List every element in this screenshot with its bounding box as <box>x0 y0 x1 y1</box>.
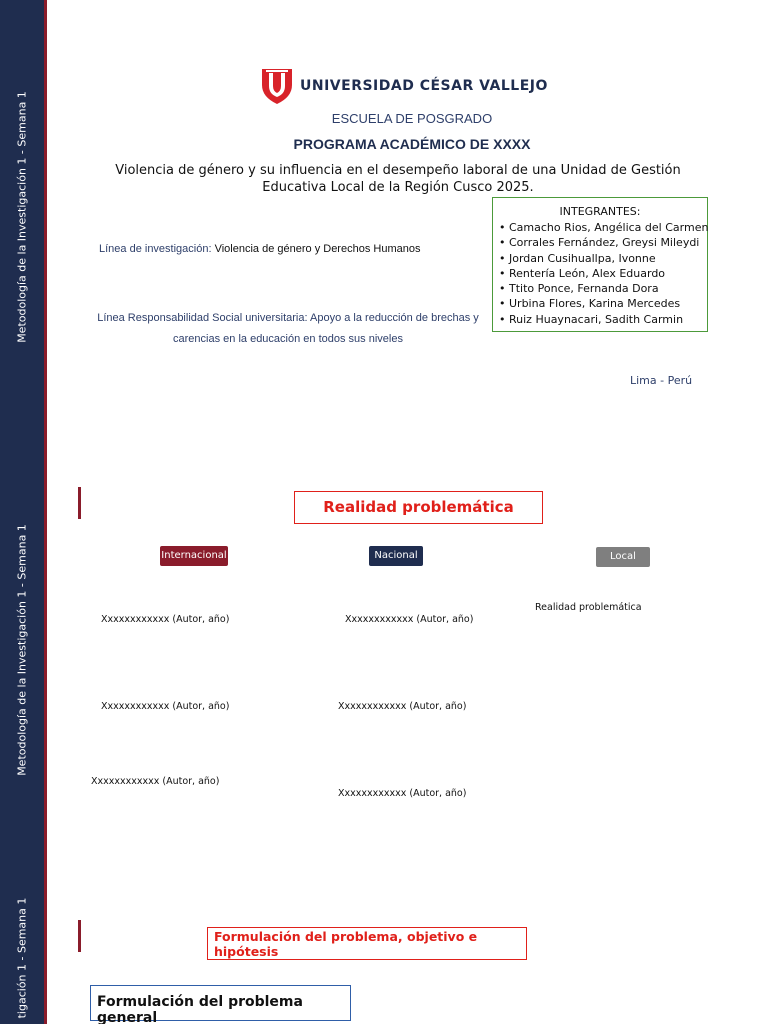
subsection-heading: Formulación del problema general <box>90 985 351 1021</box>
tab-nacional[interactable]: Nacional <box>369 546 423 566</box>
member-item: • Ttito Ponce, Fernanda Dora <box>509 281 701 296</box>
section-marker <box>78 920 81 952</box>
members-title: INTEGRANTES: <box>559 205 641 218</box>
sidebar-label: Metodología de la Investigación 1 - Semana 1 <box>15 90 29 343</box>
research-line <box>99 243 420 255</box>
member-item: • Corrales Fernández, Greysi Mileydi <box>509 235 701 250</box>
tab-internacional[interactable]: Internacional <box>160 546 228 566</box>
internacional-item: Xxxxxxxxxxxx (Autor, año) <box>101 701 230 712</box>
sidebar-accent <box>44 866 47 1024</box>
slide-cover <box>0 0 768 433</box>
member-item: • Urbina Flores, Karina Mercedes <box>509 296 701 311</box>
sidebar <box>0 866 44 1024</box>
thesis-title: Violencia de género y su influencia en el desempeño laboral de una Unidad de Gestión Educativa Local de la Región Cusco 2025. <box>115 163 681 195</box>
school-name: ESCUELA DE POSGRADO <box>331 111 493 126</box>
nacional-item: Xxxxxxxxxxxx (Autor, año) <box>338 788 467 799</box>
section-marker <box>78 487 81 519</box>
sidebar-label: Metodología de la Investigación 1 - Semana 1 <box>15 523 29 776</box>
member-item: • Ruiz Huaynacari, Sadith Carmin <box>509 312 701 327</box>
section-heading: Formulación del problema, objetivo e hipótesis <box>207 927 527 960</box>
logo-text: UNIVERSIDAD CÉSAR VALLEJO <box>300 78 548 94</box>
nacional-item: Xxxxxxxxxxxx (Autor, año) <box>338 701 467 712</box>
members-box <box>492 197 708 332</box>
member-item: • Jordan Cusihuallpa, Ivonne <box>509 251 701 266</box>
internacional-item: Xxxxxxxxxxxx (Autor, año) <box>101 614 230 625</box>
slide-realidad <box>0 433 768 866</box>
internacional-item: Xxxxxxxxxxxx (Autor, año) <box>91 776 220 787</box>
nacional-item: Xxxxxxxxxxxx (Autor, año) <box>345 614 474 625</box>
sidebar-accent <box>44 433 47 866</box>
section-heading: Realidad problemática <box>294 491 543 524</box>
university-crest-icon <box>260 67 294 105</box>
sidebar <box>0 433 44 866</box>
tab-local[interactable]: Local <box>596 547 650 567</box>
research-line-value: Violencia de género y Derechos Humanos <box>214 243 421 255</box>
local-item: Realidad problemática <box>535 602 642 613</box>
location: Lima - Perú <box>630 374 693 387</box>
program-name: PROGRAMA ACADÉMICO DE XXXX <box>293 136 531 152</box>
research-line-label: Línea de investigación: <box>99 243 212 255</box>
rsu-line: Línea Responsabilidad Social universitaria: Apoyo a la reducción de brechas y carencias en la educación en todos sus niveles <box>97 312 479 345</box>
university-logo <box>260 67 548 105</box>
sidebar-accent <box>44 0 47 433</box>
members-list <box>499 220 709 327</box>
sidebar-label-partial: tigación 1 - Semana 1 <box>15 897 29 1019</box>
slide-formulacion <box>0 866 768 1024</box>
sidebar <box>0 0 44 433</box>
member-item: • Camacho Rios, Angélica del Carmen <box>509 220 701 235</box>
member-item: • Rentería León, Alex Eduardo <box>509 266 701 281</box>
